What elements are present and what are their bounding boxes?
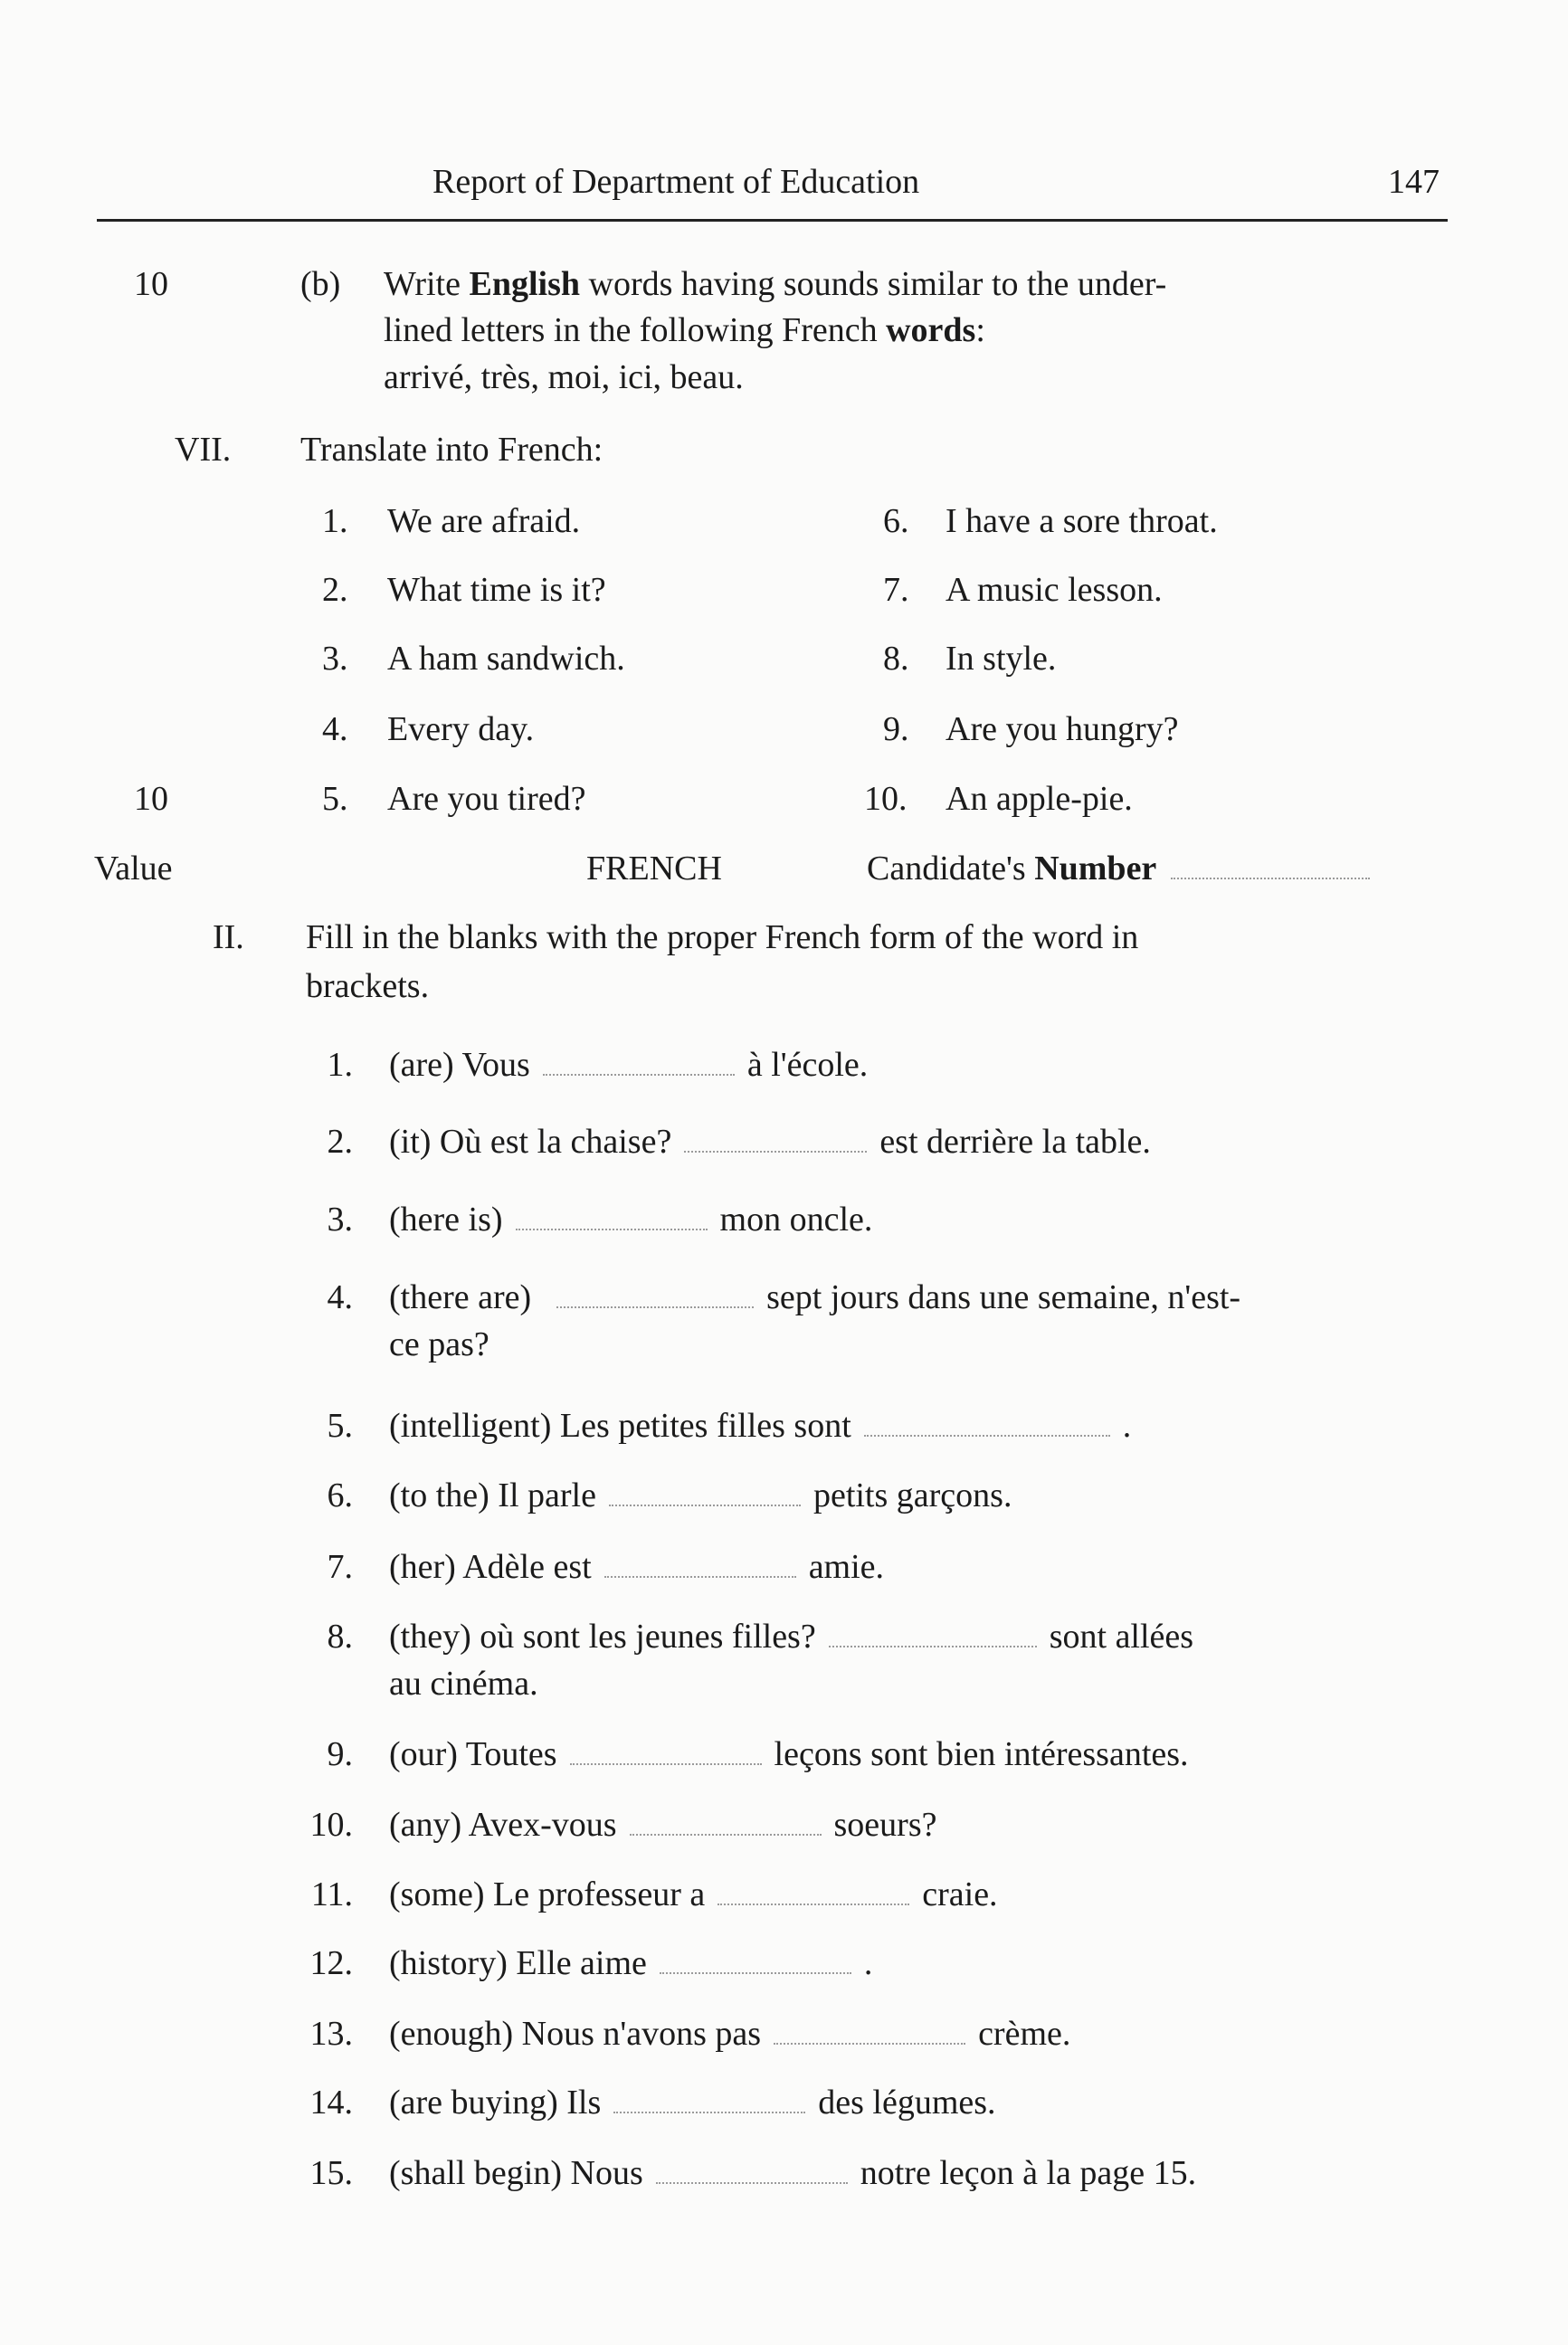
translate-item-text: In style. — [946, 640, 1057, 678]
fill-item: (it) Où est la chaise? est derrière la table. — [389, 1123, 1151, 1161]
section-b-word-list: arrivé, très, moi, ici, beau. — [384, 358, 744, 396]
section-b-mark: 10 — [134, 265, 168, 303]
translate-item-number: 3. — [322, 640, 348, 678]
value-column-label: Value — [94, 850, 173, 888]
running-header-title: Report of Department of Education — [432, 163, 920, 201]
translate-item-text: We are afraid. — [387, 502, 581, 540]
fill-blank — [660, 1972, 851, 1974]
candidate-number-field: Candidate's Number — [867, 848, 1383, 891]
section-vii-instruction: Translate into French: — [300, 431, 603, 469]
translate-item-number: 6. — [883, 502, 909, 540]
fill-item: (here is) mon oncle. — [389, 1201, 873, 1239]
translate-item-text: Are you hungry? — [946, 710, 1179, 748]
fill-item-number: 10. — [309, 1806, 353, 1844]
section-b-label: (b) — [300, 265, 341, 303]
fill-blank — [630, 1834, 822, 1836]
fill-blank — [656, 2182, 848, 2184]
translate-item-number: 9. — [883, 710, 909, 748]
fill-item-number: 3. — [327, 1201, 353, 1239]
fill-blank — [717, 1904, 909, 1905]
fill-item: (some) Le professeur a craie. — [389, 1875, 998, 1913]
translate-item-number: 2. — [322, 571, 348, 609]
header-rule — [97, 219, 1448, 222]
fill-blank — [774, 2043, 965, 2045]
fill-blank — [516, 1229, 708, 1230]
fill-item: (any) Avex-vous soeurs? — [389, 1806, 937, 1844]
translate-item-text: What time is it? — [387, 571, 606, 609]
fill-item: (her) Adèle est amie. — [389, 1548, 885, 1586]
fill-item: (they) où sont les jeunes filles? sont allées — [389, 1618, 1194, 1656]
fill-item-number: 4. — [327, 1278, 353, 1316]
candidate-number-blank — [1171, 878, 1370, 879]
fill-item: (shall begin) Nous notre leçon à la page 15. — [389, 2154, 1197, 2192]
subject-title: FRENCH — [586, 850, 722, 888]
page-number: 147 — [1388, 163, 1440, 201]
translate-item-number: 1. — [322, 502, 348, 540]
section-vii-numeral: VII. — [175, 431, 232, 469]
section-ii-instruction-line1: Fill in the blanks with the proper French form of the word in — [306, 918, 1139, 956]
fill-item-number: 9. — [327, 1735, 353, 1773]
fill-blank — [609, 1505, 801, 1506]
fill-item-number: 13. — [309, 2015, 353, 2053]
fill-item-number: 11. — [310, 1875, 353, 1913]
fill-item: (are buying) Ils des légumes. — [389, 2084, 996, 2122]
fill-item-number: 7. — [327, 1548, 353, 1586]
fill-item: (our) Toutes leçons sont bien intéressantes. — [389, 1735, 1189, 1773]
fill-blank — [570, 1763, 762, 1765]
fill-item: (are) Vous à l'école. — [389, 1046, 869, 1084]
section-ii-numeral: II. — [213, 918, 244, 956]
fill-blank — [684, 1151, 867, 1153]
translate-item-number: 10. — [864, 780, 908, 818]
fill-item-continuation: ce pas? — [389, 1325, 489, 1363]
translate-item-text: Are you tired? — [387, 780, 586, 818]
fill-item-number: 2. — [327, 1123, 353, 1161]
translate-item-text: An apple-pie. — [946, 780, 1133, 818]
fill-item: (history) Elle aime . — [389, 1944, 873, 1982]
fill-blank — [829, 1646, 1037, 1647]
translate-item-number: 4. — [322, 710, 348, 748]
fill-item-number: 12. — [309, 1944, 353, 1982]
section-ii-instruction-line2: brackets. — [306, 967, 430, 1005]
translate-item-text: A ham sandwich. — [387, 640, 625, 678]
fill-item: (intelligent) Les petites filles sont . — [389, 1407, 1132, 1445]
translate-item-text: Every day. — [387, 710, 535, 748]
fill-item-number: 15. — [309, 2154, 353, 2192]
section-b-line2: lined letters in the following French words: — [384, 311, 985, 349]
fill-item-number: 5. — [327, 1407, 353, 1445]
translate-item-number: 5. — [322, 780, 348, 818]
fill-blank — [556, 1306, 754, 1308]
fill-item-number: 1. — [327, 1046, 353, 1084]
fill-item-number: 6. — [327, 1476, 353, 1514]
translate-item-number: 7. — [883, 571, 909, 609]
fill-item: (enough) Nous n'avons pas crème. — [389, 2015, 1071, 2053]
translate-item-text: A music lesson. — [946, 571, 1163, 609]
fill-item: (to the) Il parle petits garçons. — [389, 1476, 1012, 1514]
fill-item-number: 14. — [309, 2084, 353, 2122]
section-b-line1: Write English words having sounds similar to the under- — [384, 265, 1167, 303]
fill-blank — [604, 1576, 796, 1578]
fill-item-continuation: au cinéma. — [389, 1665, 538, 1703]
fill-blank — [543, 1074, 735, 1076]
fill-item: (there are) sept jours dans une semaine, n'est- — [389, 1278, 1241, 1316]
translate-item-number: 8. — [883, 640, 909, 678]
translate-item-text: I have a sore throat. — [946, 502, 1218, 540]
fill-item-number: 8. — [327, 1618, 353, 1656]
fill-blank — [613, 2112, 805, 2113]
fill-blank — [864, 1435, 1110, 1437]
section-vii-mark: 10 — [134, 780, 168, 818]
